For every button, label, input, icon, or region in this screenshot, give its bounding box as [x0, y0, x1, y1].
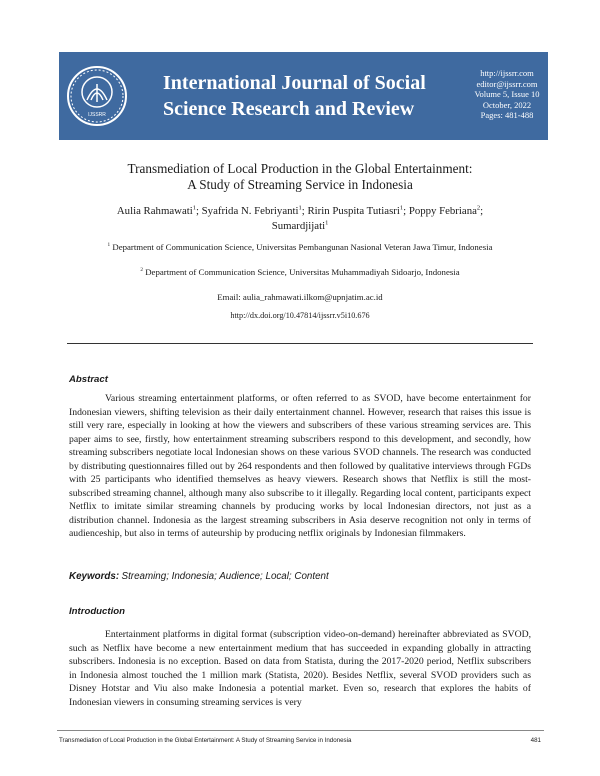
paper-title-line1: Transmediation of Local Production in the Global Entertainment:	[127, 161, 473, 176]
abstract-heading: Abstract	[69, 374, 108, 385]
logo-text: IJSSRR	[88, 112, 106, 118]
corresponding-email: Email: aulia_rahmawati.ilkom@upnjatim.ac.id	[217, 292, 383, 302]
author: Poppy Febriana$^2$;	[408, 204, 484, 217]
keywords-line	[69, 571, 329, 582]
journal-title-line1: International Journal of Social	[163, 72, 426, 94]
keywords-label: Keywords:	[69, 571, 120, 582]
author: Aulia Rahmawati$^1$;	[116, 204, 202, 217]
author: Sumardjijati$^1$	[271, 219, 329, 232]
affiliation-1: $^1$ Department of Communication Science, Universitas Pembangunan Nasional Veteran Jawa Timur, Indonesia	[107, 242, 493, 252]
paper-title-line2: A Study of Streaming Service in Indonesia	[187, 177, 413, 192]
page-range: Pages: 481-488	[480, 110, 534, 120]
volume-issue: Volume 5, Issue 10	[474, 89, 540, 99]
header-divider	[67, 343, 533, 344]
footer-divider	[57, 730, 544, 731]
author: Syafrida N. Febriyanti$^1$;	[201, 204, 308, 217]
introduction-body: Entertainment platforms in digital format (subscription video-on-demand) hereinafter abbreviated as SVOD, such as Netflix have become a new entertainment medium that has succeeded in expanding globally in attracting subscribers. Indonesia is no exception. Based on data from Statista, during the 2017-2020 period, Netflix subscribers in Indonesia almost touched the 1 million mark (Statista, 2020). Besides Netflix, several SVOD providers such as Disney Hotstar and Viu also make Indonesia a potential market. Even so, research that explores the habits of Indonesian viewers in consuming streaming services is very	[69, 629, 531, 708]
abstract-body: Various streaming entertainment platforms, or often referred to as SVOD, have become entertainment for Indonesian viewers, shifting television as their daily entertainment channel. However, research that raises this issue is still very rare, especially in looking at how the viewers and subscribers of these various streaming services are. This paper aims to see, firstly, how entertainment streaming subscribers respond to this development, and secondly, how streaming subscribers negotiate local Indonesian shows on these various SVOD channels. The research was conducted by distributing questionnaires filled out by 264 respondents and then followed by qualitative interviews through FGDs with 25 participants who identified themselves as heavy viewers. Research shows that Netflix is still the most-subscribed streaming channel, although many also subscribe to it illegally. Regarding local content, participants expect Netflix to imitate similar streaming channels by producing works by local Indonesian directors, not just as a distribution channel. Indonesia as the largest streaming subscribers in Asia deserve recognition not only in terms of audienceship, but also in terms of auteurship by producing netflix originals by Indonesian filmmakers.	[69, 393, 531, 540]
paper-title	[60, 161, 540, 193]
publication-info	[468, 68, 546, 121]
introduction-heading: Introduction	[69, 606, 125, 617]
running-title: Transmediation of Local Production in the Global Entertainment: A Study of Streaming Service in Indonesia	[59, 737, 352, 744]
journal-title-line2: Science Research and Review	[163, 98, 415, 120]
doi-link[interactable]: http://dx.doi.org/10.47814/ijssrr.v5i10.676	[230, 311, 370, 320]
affiliation-2: $^2$ Department of Communication Science, Universitas Muhammadiyah Sidoarjo, Indonesia	[140, 267, 460, 277]
keywords-value: Streaming; Indonesia; Audience; Local; Content	[121, 571, 329, 582]
author-list	[60, 204, 540, 234]
journal-header-banner	[59, 52, 548, 140]
journal-title	[163, 70, 433, 122]
journal-email[interactable]: editor@ijssrr.com	[476, 78, 538, 89]
page-number: 481	[530, 737, 541, 744]
journal-logo-icon	[65, 64, 129, 130]
journal-url[interactable]: http://ijssrr.com	[480, 68, 534, 78]
author: Ririn Puspita Tutiasri$^1$;	[307, 204, 409, 217]
publication-date: October, 2022	[482, 99, 532, 110]
